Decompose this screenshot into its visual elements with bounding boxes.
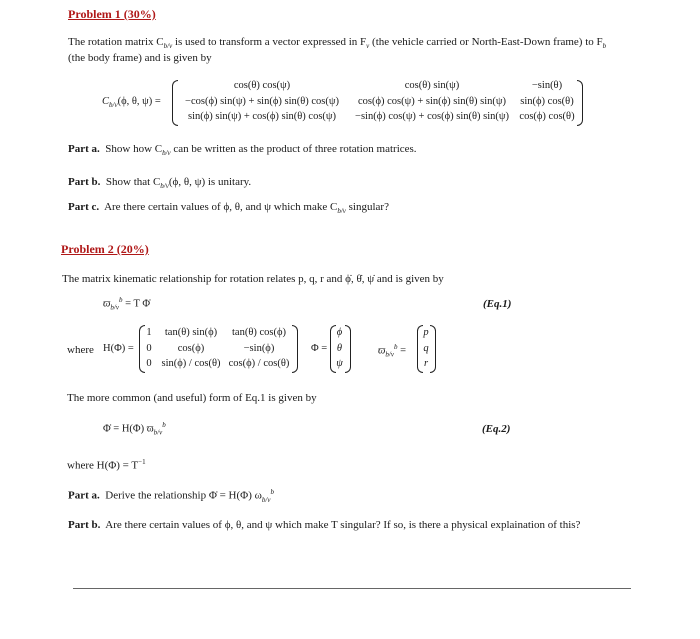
phi-vector-cell: ϕ: [336, 327, 343, 338]
h-matrix-cell: cos(ϕ): [177, 343, 205, 354]
problem1-intro-line2: (the body frame) and is given by: [68, 52, 212, 64]
c-matrix-cell: −cos(ϕ) sin(ψ) + sin(ϕ) sin(θ) cos(ψ): [185, 96, 339, 107]
omega-vector-cell: q: [423, 343, 429, 354]
h-matrix-cell: 0: [146, 343, 152, 354]
c-matrix-cell: sin(ϕ) cos(θ): [520, 96, 574, 107]
h-matrix-cell: tan(θ) sin(ϕ): [164, 327, 218, 338]
phi-vector-cell: θ: [336, 343, 343, 354]
c-matrix-cell: cos(θ) cos(ψ): [233, 80, 291, 91]
omega-vector-cell: r: [423, 358, 429, 369]
problem1-part-b: Part b. Show that $C_{b/v}(\phi$, θ, ψ) is unitary.: [68, 176, 252, 191]
where2: where $H(\Phi) = T^{-1}$: [67, 458, 146, 472]
c-matrix-cell: cos(θ) sin(ψ): [404, 80, 460, 91]
h-matrix-cell: tan(θ) cos(ϕ): [232, 327, 286, 338]
problem2-part-b: Part b. Are there certain values of ϕ, θ, and ψ which make T singular? If so, is there a physical explaination of this?: [68, 519, 581, 531]
where-label: where: [67, 344, 94, 356]
problem2-part-a: Part a. Derive the relationship Φ̇ = H(Φ) $\omega_{b/v}^b$: [68, 488, 274, 504]
h-matrix-cell: sin(ϕ) / cos(θ): [161, 358, 221, 369]
h-matrix-cell: 1: [146, 327, 152, 338]
c-matrix-cell: cos(ϕ) cos(ψ) + sin(ϕ) sin(θ) sin(ψ): [358, 96, 506, 107]
omega-vector-cell: p: [423, 327, 429, 338]
answer-divider-line: [73, 588, 631, 589]
c-matrix-right-bracket: [577, 80, 583, 126]
h-matrix-right-bracket: [292, 325, 298, 373]
eq1-label: (Eq.1): [483, 298, 512, 310]
h-matrix-cell: cos(ϕ) / cos(θ): [228, 358, 290, 369]
c-matrix-cell: cos(ϕ) cos(θ): [519, 111, 575, 122]
c-matrix-cell: sin(ϕ) sin(ψ) + cos(ϕ) sin(θ) cos(ψ): [188, 111, 336, 122]
problem2-intro: The matrix kinematic relationship for rotation relates p, q, r and ϕ̇, θ̇, ψ̇ and is given by: [62, 273, 444, 285]
problem1-title: Problem 1 (30%): [68, 7, 156, 21]
h-matrix-lhs: H(Φ) =: [103, 343, 134, 354]
problem2-title: Problem 2 (20%): [61, 242, 149, 256]
problem1-part-a: Part a. Show how $C_{b/v}$ can be written as the product of three rotation matrices.: [68, 143, 417, 158]
eq2-label: (Eq.2): [482, 423, 511, 435]
problem1-intro-line1: The rotation matrix $C_{b/v}$ is used to transform a vector expressed in $F_v$ (the vehicle carried or North-East-Down frame) to $F_b$: [68, 36, 607, 51]
h-matrix-cell: −sin(ϕ): [243, 343, 275, 354]
c-matrix-lhs: $C_{b/v}(\phi$, θ, ψ) =: [102, 96, 161, 110]
omega-vector-lhs: $ϖ_{b/v}^b$ =: [378, 343, 407, 359]
problem1-part-c: Part c. Are there certain values of ϕ, θ, and ψ which make $C_{b/v}$ singular?: [68, 201, 389, 216]
common-form-text: The more common (and useful) form of Eq.1 is given by: [67, 392, 317, 404]
h-matrix-cell: 0: [146, 358, 152, 369]
c-matrix-cell: −sin(θ): [531, 80, 563, 91]
phi-vector-cell: ψ: [336, 358, 343, 369]
eq2: Φ̇ = H(Φ) $ϖ_{b/v}^b$: [103, 421, 166, 437]
phi-vector-lhs: Φ =: [311, 343, 328, 354]
eq1: $ϖ_{b/v}^b = T$ Φ̇: [103, 296, 150, 312]
c-matrix-cell: −sin(ϕ) cos(ψ) + cos(ϕ) sin(θ) sin(ψ): [355, 111, 509, 122]
